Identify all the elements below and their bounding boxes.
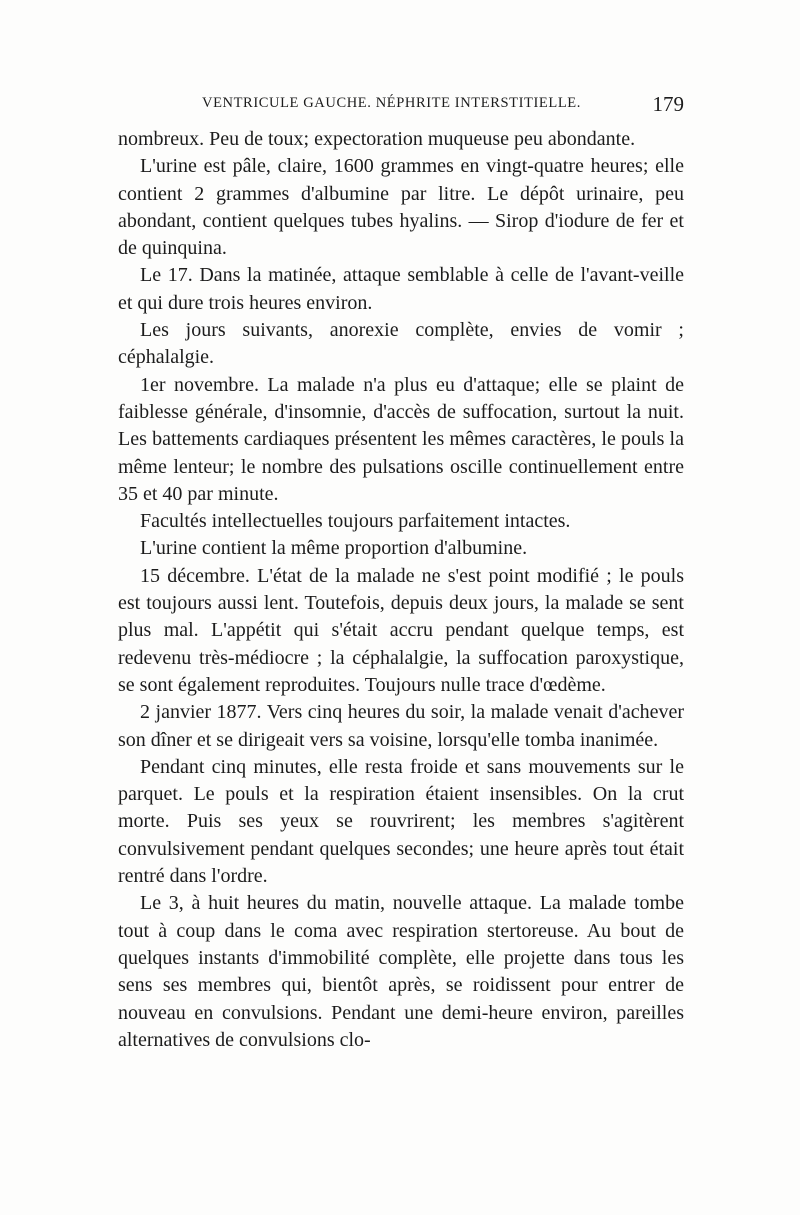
paragraph-facultes: Facultés intellectuelles toujours parfaitement intactes. bbox=[140, 510, 571, 533]
running-title: VENTRICULE GAUCHE. NÉPHRITE INTERSTITIELLE. bbox=[202, 95, 581, 111]
paragraph-albumine: L'urine contient la même proportion d'albumine. bbox=[140, 537, 528, 560]
running-head bbox=[118, 92, 684, 119]
paragraph-cinq-minutes: Pendant cinq minutes, elle resta froide et sans mouvements sur le parquet. Le pouls et la respiration étaient insensibles. On la crut morte. Puis ses yeux se rouvrirent; les membres s'agitèrent convulsivement pendant quelques secondes; une heure après tout était rentré dans l'ordre. bbox=[118, 755, 684, 888]
body-text bbox=[118, 126, 684, 1054]
paragraph-decembre: 15 décembre. L'état de la malade ne s'est point modifié ; le pouls est toujours aussi lent. Toutefois, depuis deux jours, la malade se sent plus mal. L'appétit qui s'était accru pendant quelque temps, est redevenu très-médiocre ; la céphalalgie, la suffocation paroxystique, se sont également reproduites. Toujours nulle trace d'œdème. bbox=[118, 564, 684, 696]
paragraph-le-3: Le 3, à huit heures du matin, nouvelle attaque. La malade tombe tout à coup dans le coma avec respiration stertoreuse. Au bout de quelques instants d'immobilité complète, elle projette dans tous les sens ses membres qui, bientôt après, se roidissent pour entrer de nouveau en convulsions. Pendant une demi-heure environ, pareilles alternatives de convulsions clo- bbox=[118, 892, 684, 1051]
paragraph-urine: L'urine est pâle, claire, 1600 grammes en vingt-quatre heures; elle contient 2 grammes d'albumine par litre. Le dépôt urinaire, peu abondant, contient quelques tubes hyalins. — Sirop d'iodure de fer et de quinquina. bbox=[118, 155, 684, 260]
paragraph-continuation: nombreux. Peu de toux; expectoration muqueuse peu abondante. bbox=[118, 128, 636, 150]
paragraph-le-17: Le 17. Dans la matinée, attaque semblable à celle de l'avant-veille et qui dure trois heures environ. bbox=[118, 264, 684, 314]
paragraph-jours-suivants: Les jours suivants, anorexie complète, envies de vomir ; céphalalgie. bbox=[118, 319, 684, 369]
paragraph-janvier: 2 janvier 1877. Vers cinq heures du soir, la malade venait d'achever son dîner et se dirigeait vers sa voisine, lorsqu'elle tomba inanimée. bbox=[118, 701, 684, 751]
page-number: 179 bbox=[652, 92, 684, 116]
paragraph-novembre: 1er novembre. La malade n'a plus eu d'attaque; elle se plaint de faiblesse générale, d'insomnie, d'accès de suffocation, surtout la nuit. Les battements cardiaques présentent les mêmes caractères, le pouls la même lenteur; le nombre des pulsations oscille continuellement entre 35 et 40 par minute. bbox=[118, 373, 684, 505]
